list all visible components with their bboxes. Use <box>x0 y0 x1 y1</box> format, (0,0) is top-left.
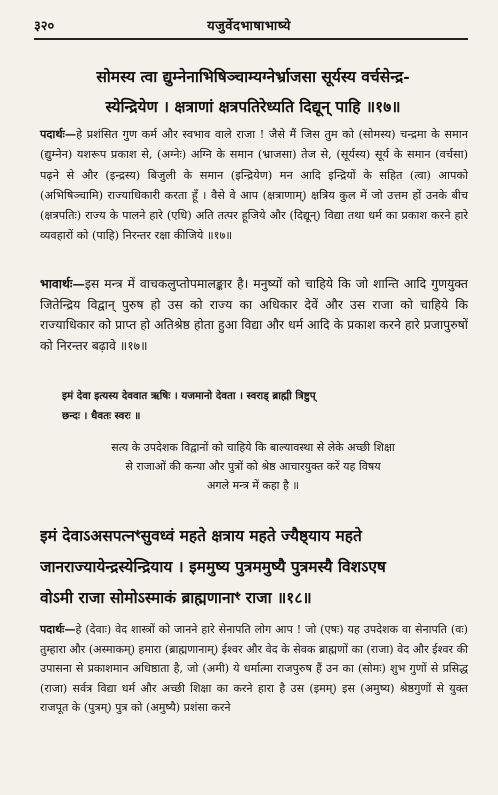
mantra-17-line-2: स्येन्द्रियेण । क्षत्राणां क्षत्रपतिरेध्यति दिद्यून् पाहि ॥१७॥ <box>105 97 401 116</box>
mantra-18-line-2: जानराज्यायेन्द्रस्येन्द्रियाय । इममुष्य पुत्रममुष्यै पुत्रमस्यै विशऽएष <box>40 557 386 576</box>
bhavartha-17-lead: भावार्थः— <box>40 276 85 291</box>
padartha-17-text: हे प्रशंसित गुण कर्म और स्वभाव वाले राजा ! जैसे मैं जिस तुम को (सोमस्य) चन्द्रमा के समान (द्युम्नेन) यशरूप प्रकाश से, (अग्नेः) अग्नि के समान (भ्राजसा) तेज से, (सूर्यस्य) सूर्य के समान (वर्चसा) पढ़ने से और (इन्द्रस्य) बिजुली के समान (इन्द्रियेण) मन आदि इन्द्रियों के सहित (त्वा) आपको (अभिषिञ्चामि) राज्याधिकारी करता हूँ । वैसे वे आप (क्षत्राणाम्) क्षत्रिय कुल में जो उत्तम हों उनके बीच (क्षत्रपतिः) राज्य के पालने हारे (एधि) अति तत्पर हूजिये और (दिद्यून्) विद्या तथा धर्म का प्रकाश करने हारे व्यवहारों को (पाहि) निरन्तर रक्षा कीजिये ॥१७॥ <box>40 128 468 243</box>
bhavartha-17 <box>40 274 468 356</box>
padartha-18-text: हे (देवाः) वेद शास्त्रों को जानने हारे सेनापति लोग आप ! जो (एषः) यह उपदेशक वा सेनापति (वः) तुम्हारा और (अस्माकम्) हमारा (ब्राह्मणानाम्) ईश्वर और वेद के सेवक ब्राह्मणों का (राजा) वेद और ईश्वर की उपासना से प्रकाशमान अधिष्ठाता है, जो (अमी) ये धर्मात्मा राजपुरुष हैं उन का (सोमः) शुभ गुणों से प्रसिद्ध (राजा) सर्वत्र विद्या धर्म और अच्छी शिक्षा का करने हारा है उस (इमम्) इस (अमुष्य) श्रेष्ठगुणों से युक्त राजपूत के (पुत्रम्) पुत्र को (अमुष्यै) प्रशंसा करने <box>40 623 468 715</box>
mantra-18-summary <box>40 438 466 495</box>
padartha-17 <box>40 124 468 247</box>
page-number: ३२० <box>34 19 55 34</box>
bhavartha-17-text: इस मन्त्र में वाचकलुप्तोपमालङ्कार है। मनुष्यों को चाहिये कि जो शान्ति आदि गुणयुक्त जितेन्द्रिय विद्वान् पुरुष हो उस को राज्य का अधिकार देवें और उस राजा को चाहिये कि राज्याधिकार को प्राप्त हो अतिश्रेष्ठ होता हुआ विद्या और धर्म आदि के प्रकाश करने हारे प्रजापुरुषों को निरन्तर बढ़ावे ॥१७॥ <box>40 276 468 353</box>
metadata-line-1: इमं देवा इत्यस्य देववात ऋषिः । यजमानो देवता । स्वराड् ब्राह्मी त्रिष्टुप् <box>62 390 316 402</box>
running-title: यजुर्वेदभाषाभाष्ये <box>207 19 291 34</box>
page-header <box>34 14 464 36</box>
mantra-17-line-1: सोमस्य त्वा द्युम्नेनाभिषिञ्चाम्यग्नेर्भ्राजसा सूर्यस्य वर्चसेन्द्र- <box>96 67 410 86</box>
header-rule <box>34 38 468 40</box>
padartha-18-lead: पदार्थः— <box>40 623 76 636</box>
summary-line-2: से राजाओं की कन्या और पुत्रों को श्रेष्ठ आचारयुक्त करें यह विषय <box>125 460 381 473</box>
mantra-18-metadata <box>62 386 466 426</box>
mantra-18-line-3: वोऽमी राजा सोमोऽस्माकं ब्राह्मणानाꣳ राजा ॥१८॥ <box>40 588 312 607</box>
mantra-18-line-1: इमं देवाऽअसपत्नꣳसुवध्वं महते क्षत्राय महते ज्यैष्ठ्याय महते <box>40 526 362 545</box>
summary-line-1: सत्य के उपदेशक विद्वानों को चाहिये कि बाल्यावस्था से लेके अच्छी शिक्षा <box>111 441 395 454</box>
mantra-18 <box>40 520 468 613</box>
metadata-line-2: छन्दः । धैवतः स्वरः ॥ <box>62 410 141 422</box>
padartha-17-lead: पदार्थः— <box>40 127 77 141</box>
summary-line-3: अगले मन्त्र में कहा है ॥ <box>207 479 299 492</box>
mantra-17 <box>38 62 468 122</box>
padartha-18 <box>40 620 468 718</box>
